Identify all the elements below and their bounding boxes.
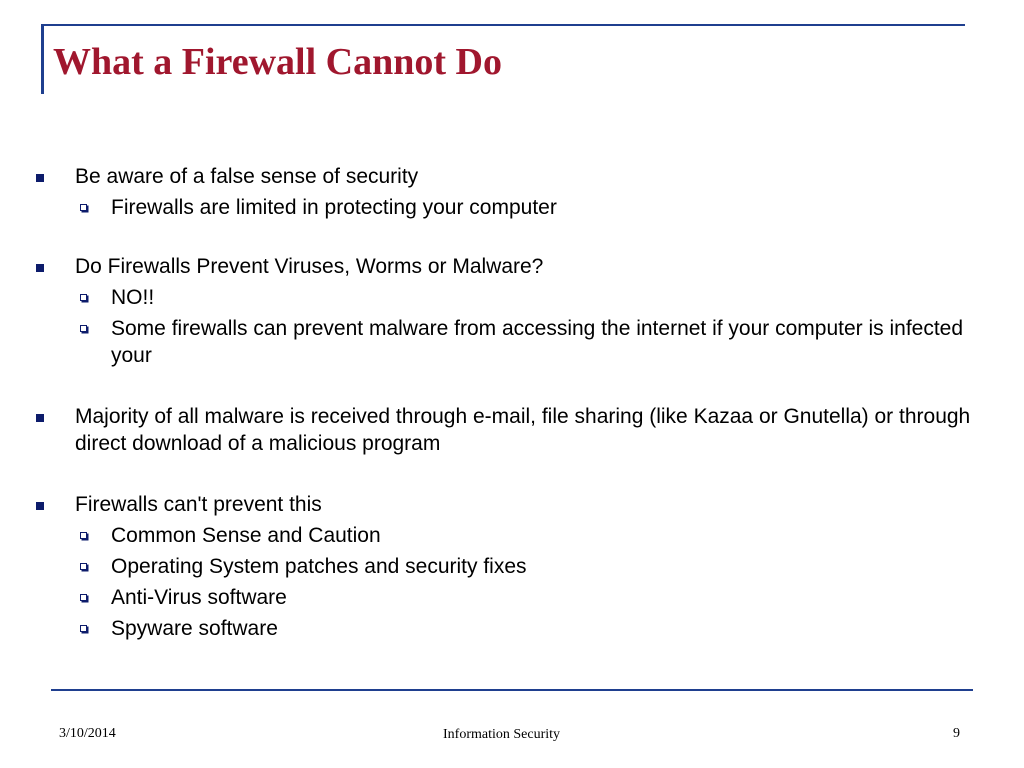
footer-date: 3/10/2014	[59, 726, 116, 741]
bullet-group	[0, 403, 1024, 457]
sub-bullet-item	[111, 553, 991, 580]
hollow-box-bullet-icon	[80, 325, 87, 332]
bullet-text: Do Firewalls Prevent Viruses, Worms or Malware?	[75, 255, 544, 278]
square-bullet-icon	[36, 414, 44, 422]
square-bullet-icon	[36, 264, 44, 272]
bullet-item	[75, 163, 990, 190]
footer-title: Information Security	[443, 727, 561, 742]
slide-title: What a Firewall Cannot Do	[53, 41, 502, 83]
hollow-box-bullet-icon	[80, 594, 87, 601]
sub-bullet-item	[111, 584, 991, 611]
hollow-box-bullet-icon	[80, 532, 87, 539]
slide-body	[0, 163, 1024, 674]
top-rule	[41, 24, 965, 26]
sub-bullet-text: NO!!	[111, 286, 155, 309]
sub-bullet-text: Common Sense and Caution	[111, 524, 381, 547]
square-bullet-icon	[36, 174, 44, 182]
footer-page-number: 9	[953, 726, 960, 741]
sub-bullet-text: Some firewalls can prevent malware from accessing the internet if your computer is infected your	[111, 317, 964, 367]
hollow-box-bullet-icon	[80, 204, 87, 211]
sub-bullet-text: Spyware software	[111, 617, 278, 640]
bullet-text: Majority of all malware is received through e-mail, file sharing (like Kazaa or Gnutella) or through direct download of a malicious program	[75, 405, 971, 455]
sub-bullet-text: Firewalls are limited in protecting your computer	[111, 196, 557, 219]
bullet-group	[0, 163, 1024, 221]
sub-bullet-text: Anti-Virus software	[111, 586, 287, 609]
hollow-box-bullet-icon	[80, 563, 87, 570]
bullet-group	[0, 491, 1024, 642]
bullet-item	[75, 491, 990, 518]
sub-bullet-item	[111, 194, 991, 221]
bottom-rule	[51, 689, 973, 691]
hollow-box-bullet-icon	[80, 294, 87, 301]
hollow-box-bullet-icon	[80, 625, 87, 632]
sub-bullet-item	[111, 522, 991, 549]
bullet-group	[0, 253, 1024, 369]
left-rule	[41, 24, 44, 94]
bullet-text: Be aware of a false sense of security	[75, 165, 419, 188]
sub-bullet-item	[111, 315, 991, 369]
sub-bullet-item	[111, 615, 991, 642]
bullet-item	[75, 403, 990, 457]
sub-bullet-item	[111, 284, 991, 311]
bullet-item	[75, 253, 990, 280]
square-bullet-icon	[36, 502, 44, 510]
bullet-text: Firewalls can't prevent this	[75, 493, 322, 516]
sub-bullet-text: Operating System patches and security fixes	[111, 555, 527, 578]
